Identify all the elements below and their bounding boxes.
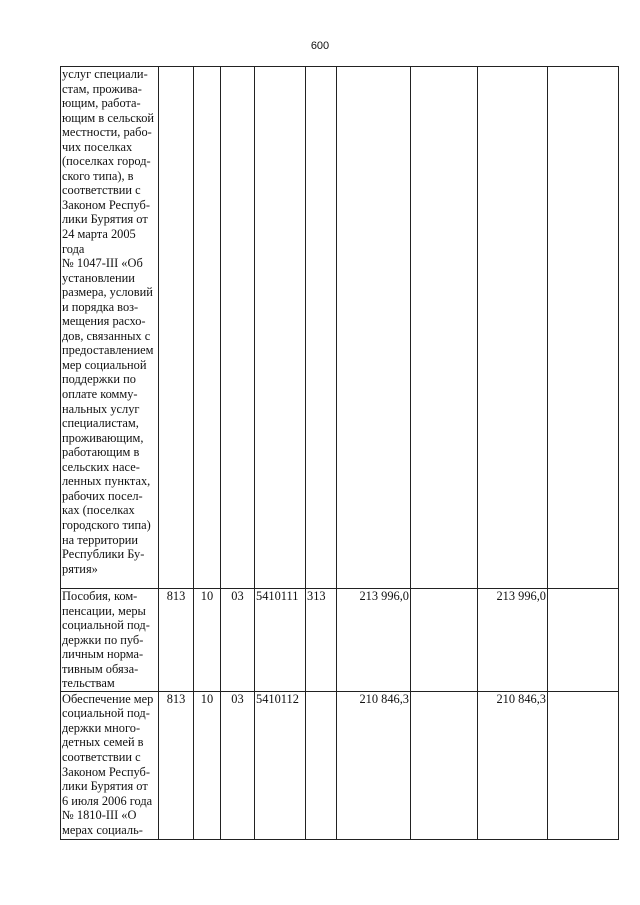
- total-cell: 210 846,3: [478, 691, 548, 839]
- table-row: [61, 589, 619, 692]
- target-code: 5410112: [255, 691, 306, 839]
- expense-type-code: [306, 67, 337, 589]
- subsection-code: 03: [221, 691, 255, 839]
- row-description: Пособия, ком- пенсации, меры социальной под- держки по пуб- личным норма- тивным обяза- тельствам: [61, 589, 159, 692]
- total-cell: [478, 67, 548, 589]
- total-cell: 213 996,0: [478, 589, 548, 692]
- section-code: 10: [194, 589, 221, 692]
- budget-table: [60, 66, 619, 840]
- expense-type-code: [306, 691, 337, 839]
- table-row: [61, 691, 619, 839]
- empty-cell: [411, 691, 478, 839]
- section-code: 10: [194, 691, 221, 839]
- empty-cell: [411, 67, 478, 589]
- section-code: [194, 67, 221, 589]
- ministry-code: [159, 67, 194, 589]
- page-number: 600: [310, 40, 330, 52]
- ministry-code: 813: [159, 691, 194, 839]
- amount-cell: [337, 67, 411, 589]
- empty-cell: [548, 67, 619, 589]
- subsection-code: [221, 67, 255, 589]
- amount-cell: 213 996,0: [337, 589, 411, 692]
- subsection-code: 03: [221, 589, 255, 692]
- empty-cell: [548, 691, 619, 839]
- expense-type-code: 313: [306, 589, 337, 692]
- row-description: Обеспечение мер социальной под- держки много- детных семей в соответствии с Законом Респуб- лики Бурятия от 6 июля 2006 года № 1810-III «О мерах социаль-: [61, 691, 159, 839]
- target-code: [255, 67, 306, 589]
- target-code: 5410111: [255, 589, 306, 692]
- row-description: услуг специали- стам, прожива- ющим, работа- ющим в сельской местности, рабо- чих поселках (поселках город- ского типа), в соответствии с Законом Респуб- лики Бурятия от 24 марта 2005 года № 1047-III «Об установлении размера, условий и порядка воз- мещения расхо- дов, связанных с предоставлением мер социальной поддержки по оплате комму- нальных услуг специалистам, проживающим, работающим в сельских насе- ленных пунктах, рабочих посел- ках (поселках городского типа) на территории Республики Бу- рятия»: [61, 67, 159, 589]
- ministry-code: 813: [159, 589, 194, 692]
- amount-cell: 210 846,3: [337, 691, 411, 839]
- empty-cell: [548, 589, 619, 692]
- table-row: [61, 67, 619, 589]
- empty-cell: [411, 589, 478, 692]
